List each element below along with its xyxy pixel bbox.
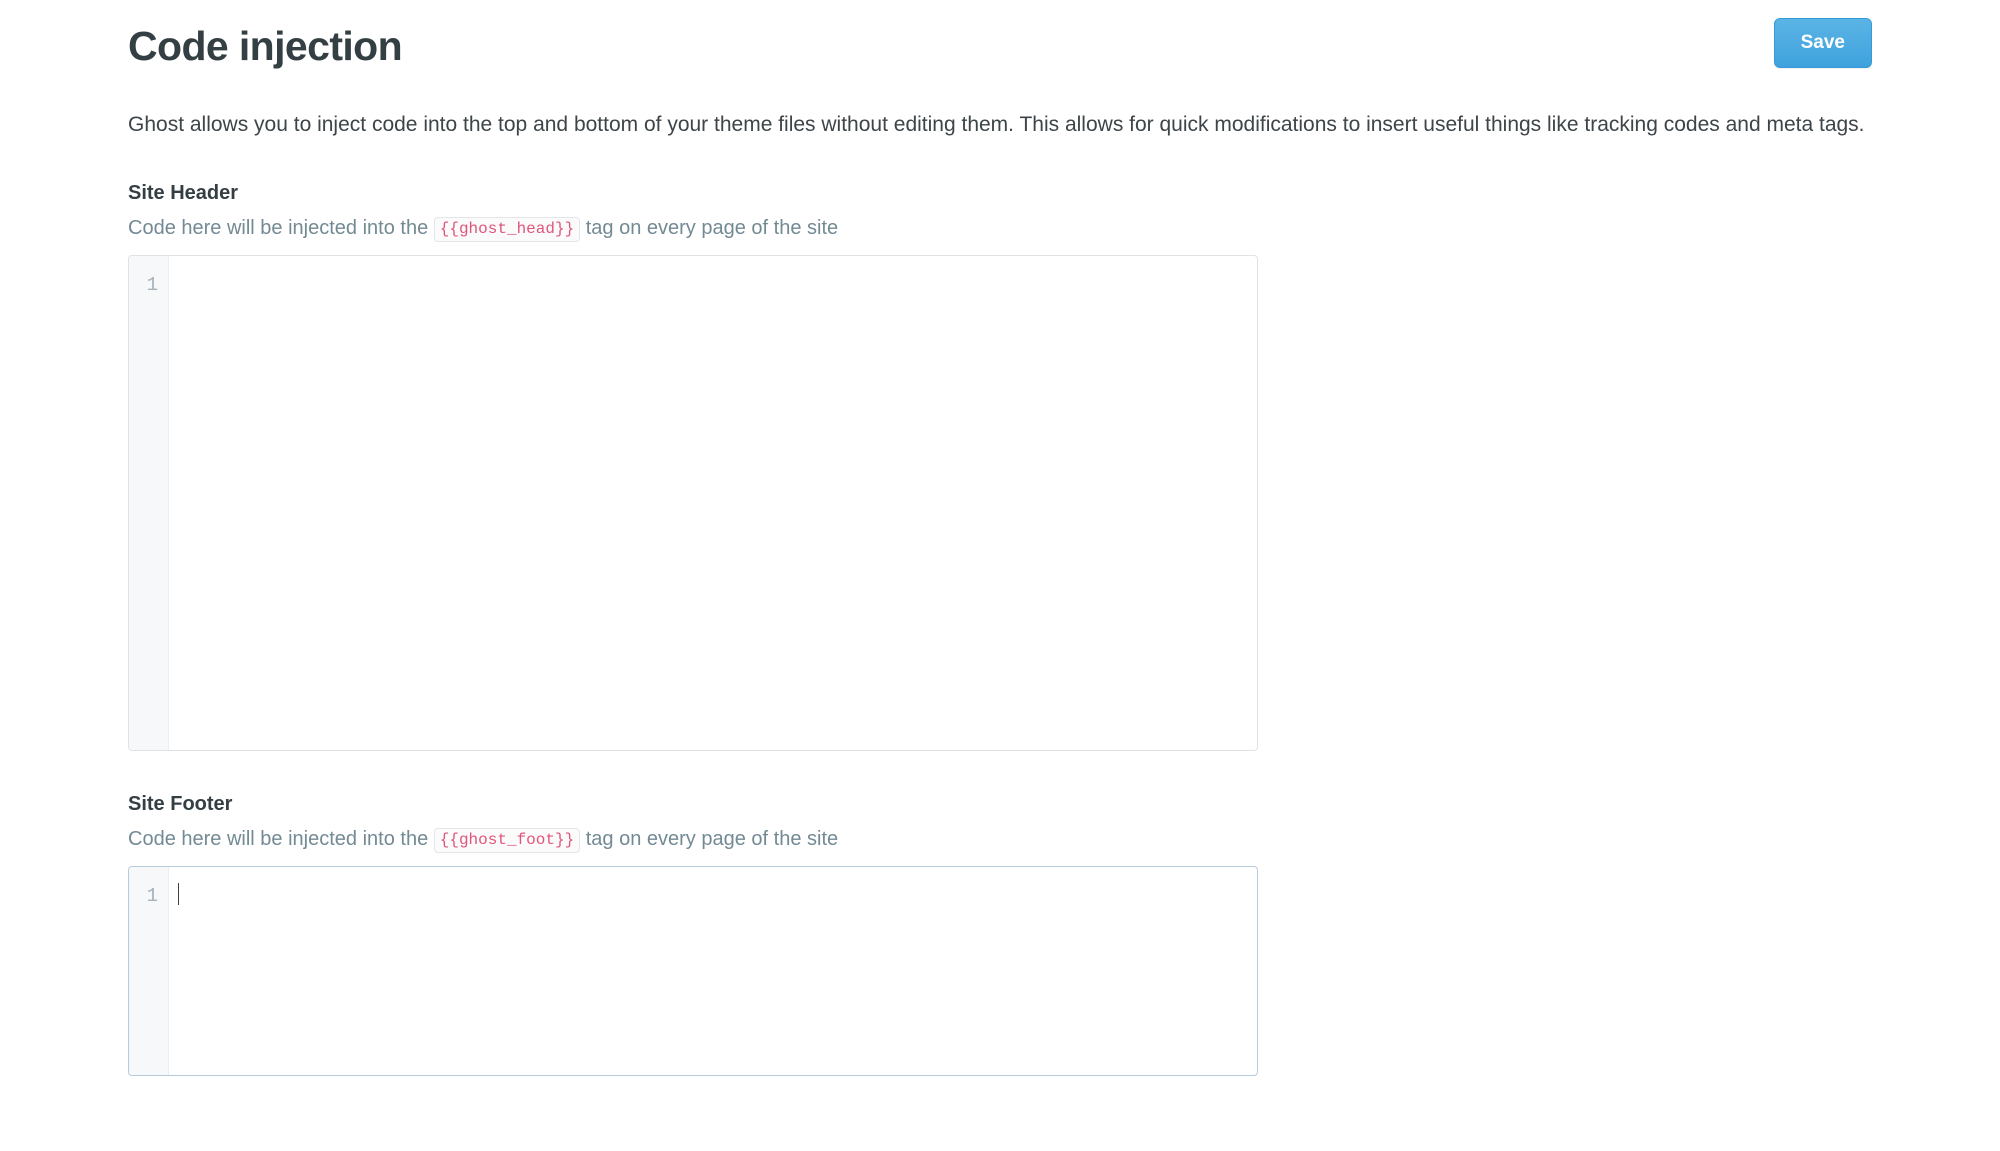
site-header-label: Site Header bbox=[128, 182, 239, 205]
site-footer-desc-before: Code here will be injected into the bbox=[128, 828, 429, 851]
site-header-code-editor[interactable] bbox=[128, 255, 1258, 751]
save-button[interactable]: Save bbox=[1774, 18, 1872, 68]
site-header-description bbox=[128, 215, 1872, 241]
page-title: Code injection bbox=[128, 23, 403, 69]
site-footer-gutter bbox=[129, 867, 169, 1075]
text-caret bbox=[178, 883, 179, 905]
page-header bbox=[128, 0, 1872, 86]
code-line bbox=[177, 883, 1247, 909]
line-number: 1 bbox=[146, 885, 158, 908]
ghost-foot-token: {{ghost_foot}} bbox=[434, 828, 580, 853]
code-line bbox=[177, 272, 1247, 298]
site-header-desc-after: tag on every page of the site bbox=[585, 217, 839, 240]
site-footer-description bbox=[128, 826, 1872, 852]
site-header-desc-before: Code here will be injected into the bbox=[128, 217, 429, 240]
intro-text: Ghost allows you to inject code into the top and bottom of your theme files without editing them. This allows for quick modifications to insert useful things like tracking codes and meta tags. bbox=[128, 113, 1865, 136]
site-footer-code-editor[interactable] bbox=[128, 866, 1258, 1076]
site-footer-section bbox=[128, 793, 1872, 1076]
site-footer-code-input[interactable] bbox=[169, 867, 1257, 1075]
site-header-gutter bbox=[129, 256, 169, 750]
ghost-head-token: {{ghost_head}} bbox=[434, 217, 580, 242]
site-footer-desc-after: tag on every page of the site bbox=[585, 828, 839, 851]
line-number: 1 bbox=[146, 274, 158, 297]
site-footer-label: Site Footer bbox=[128, 793, 233, 816]
site-header-section bbox=[128, 182, 1872, 751]
site-header-code-input[interactable] bbox=[169, 256, 1257, 750]
